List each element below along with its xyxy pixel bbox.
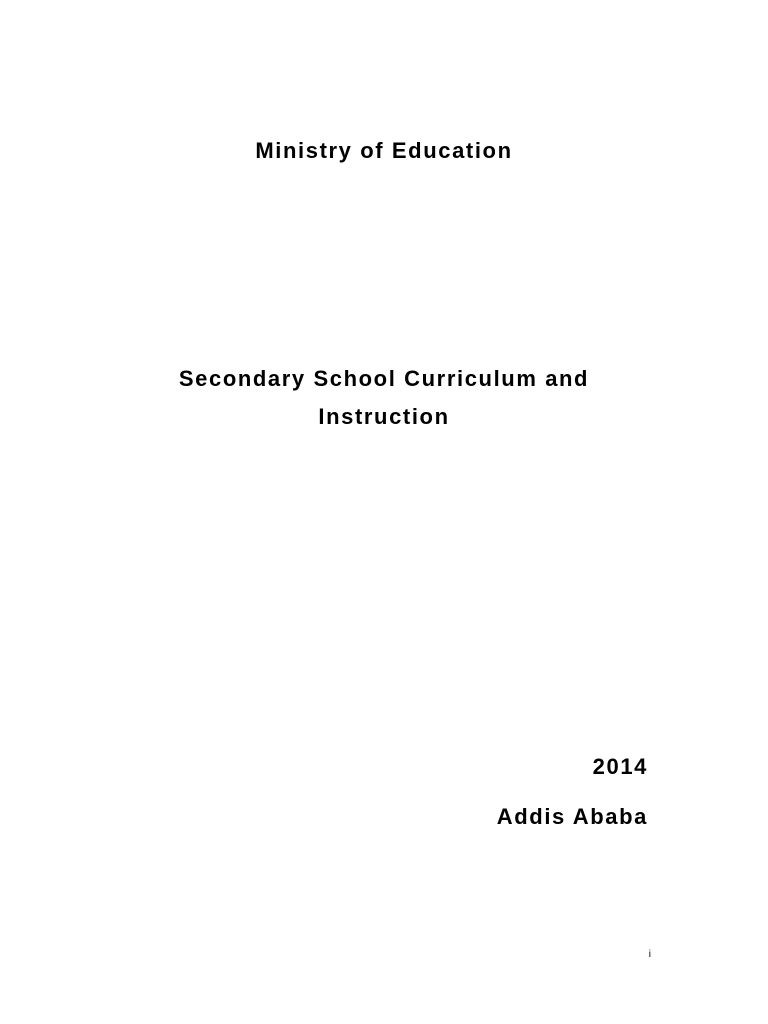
- publication-year: 2014: [592, 754, 648, 779]
- page-number: i: [648, 949, 651, 960]
- document-title-line-2: Instruction: [318, 404, 450, 429]
- publication-city: Addis Ababa: [496, 804, 648, 829]
- document-title-line-1: Secondary School Curriculum and: [178, 366, 590, 391]
- organization-heading: Ministry of Education: [255, 138, 513, 163]
